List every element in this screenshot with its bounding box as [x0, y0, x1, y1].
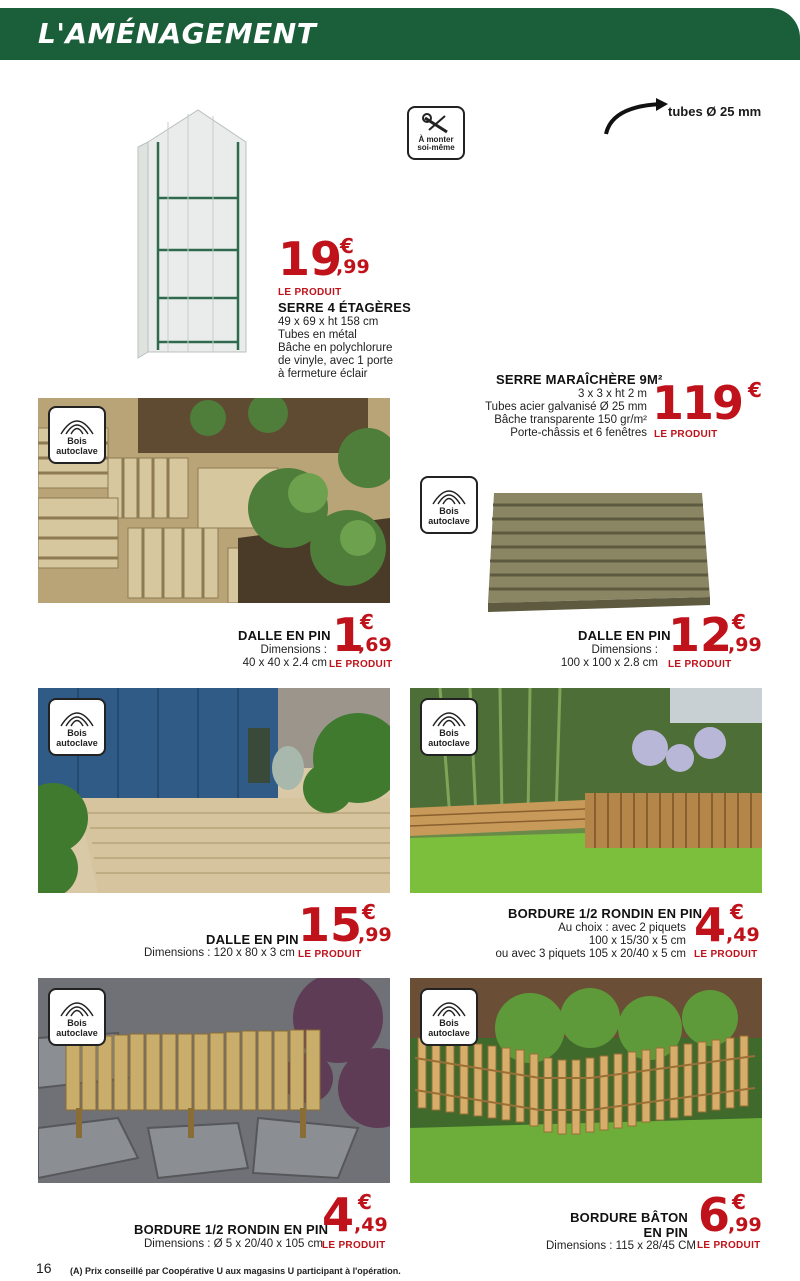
tools-icon [417, 112, 455, 136]
product-image-serre-etageres [128, 102, 268, 364]
badge-bois-autoclave: Bois autoclave [48, 406, 106, 464]
product-name: BORDURE BÂTON EN PIN [570, 1210, 688, 1240]
product-name: DALLE EN PIN [578, 628, 671, 643]
badge-bois-autoclave: Bois autoclave [48, 988, 106, 1046]
price-serre-maraichere: 119 € [652, 376, 762, 430]
product-name: BORDURE 1/2 RONDIN EN PIN [134, 1222, 329, 1237]
unit-label: LE PRODUIT [694, 949, 758, 960]
wood-rings-icon [430, 994, 468, 1018]
wood-rings-icon [430, 704, 468, 728]
badge-bois-autoclave: Bois autoclave [420, 476, 478, 534]
product-name: DALLE EN PIN [238, 628, 331, 643]
product-description: 49 x 69 x ht 158 cm Tubes en métal Bâche en polychlorure de vinyle, avec 1 porte à fermeture éclair [278, 316, 394, 380]
product-description: 3 x 3 x ht 2 m Tubes acier galvanisé Ø 25 mm Bâche transparente 150 gr/m² Porte-châssis et 6 fenêtres [485, 388, 647, 439]
wood-rings-icon [430, 482, 468, 506]
badge-bois-autoclave: Bois autoclave [420, 698, 478, 756]
unit-label: LE PRODUIT [654, 429, 718, 440]
product-image-serre-maraichere [420, 110, 760, 360]
product-name: BORDURE 1/2 RONDIN EN PIN [508, 906, 703, 921]
footnote: (A) Prix conseillé par Coopérative U aux magasins U participant à l'opération. [70, 1266, 401, 1276]
unit-label: LE PRODUIT [668, 659, 732, 670]
product-name: SERRE MARAÎCHÈRE 9M² [496, 372, 663, 387]
badge-bois-autoclave: Bois autoclave [420, 988, 478, 1046]
product-description: Dimensions : Ø 5 x 20/40 x 105 cm [144, 1238, 323, 1250]
product-image-dalle-100 [484, 485, 714, 620]
page-number: 16 [36, 1260, 52, 1276]
badge-a-monter-soi-meme: À monter soi-même [407, 106, 465, 160]
wood-rings-icon [58, 704, 96, 728]
badge-bois-autoclave: Bois autoclave [48, 698, 106, 756]
tubes-annotation: tubes Ø 25 mm [668, 104, 762, 119]
unit-label: LE PRODUIT [298, 949, 362, 960]
unit-label: LE PRODUIT [329, 659, 393, 670]
product-name: DALLE EN PIN [206, 932, 299, 947]
wood-rings-icon [58, 994, 96, 1018]
unit-label: LE PRODUIT [278, 287, 342, 298]
section-title: L'AMÉNAGEMENT [38, 17, 317, 50]
wood-rings-icon [58, 412, 96, 436]
unit-label: LE PRODUIT [322, 1240, 386, 1251]
unit-label: LE PRODUIT [697, 1240, 761, 1251]
product-name: SERRE 4 ÉTAGÈRES [278, 300, 411, 315]
product-description: Dimensions : 120 x 80 x 3 cm [144, 947, 295, 959]
product-description: Dimensions : 40 x 40 x 2.4 cm [242, 644, 327, 669]
product-description: Dimensions : 115 x 28/45 CM [546, 1240, 696, 1252]
product-description: Au choix : avec 2 piquets 100 x 15/30 x 5 cm ou avec 3 piquets 105 x 20/40 x 5 cm [495, 922, 686, 960]
arrow-icon [600, 96, 670, 143]
product-description: Dimensions : 100 x 100 x 2.8 cm [560, 644, 658, 669]
